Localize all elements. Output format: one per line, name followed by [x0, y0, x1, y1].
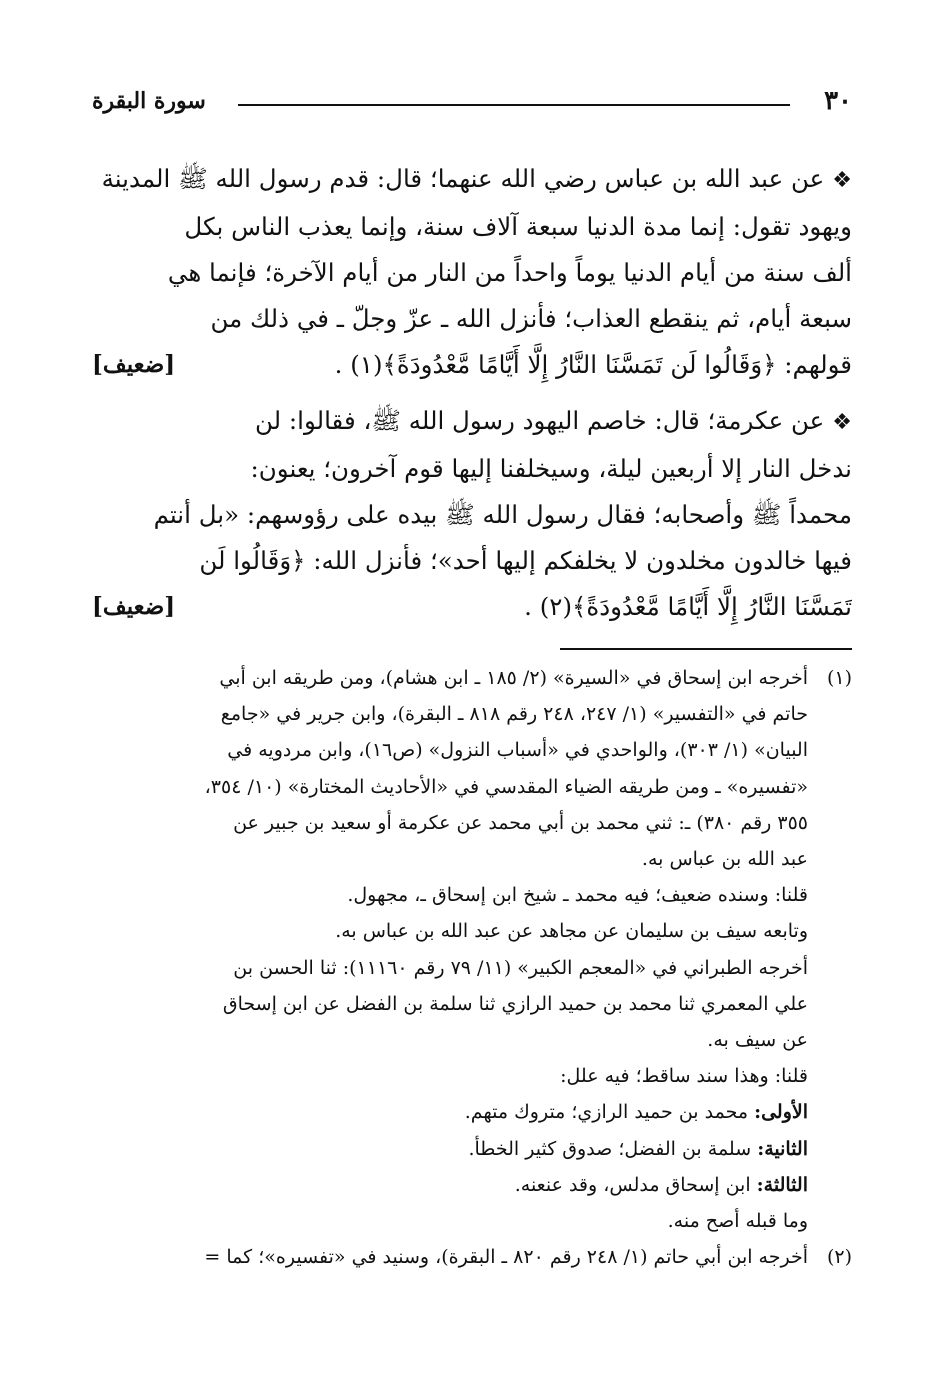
footnote-number: (١) [826, 667, 852, 689]
footnote-line: عبد الله بن عباس به. [641, 848, 808, 871]
grade-label: [ضعيف] [92, 351, 176, 378]
illa-line: الثالثة: ابن إسحاق مدلس، وقد عنعنه. [514, 1173, 808, 1196]
footnote-line: قلنا: وهذا سند ساقط؛ فيه علل: [560, 1065, 808, 1088]
footnote-line: حاتم في «التفسير» (١/ ٢٤٧، ٢٤٨ رقم ٨١٨ ـ البقرة)، وابن جرير في «جامع [220, 703, 808, 726]
illa-line: الأولى: محمد بن حميد الرازي؛ متروك متهم. [464, 1101, 808, 1124]
footnote-line: أخرجه الطبراني في «المعجم الكبير» (١١/ ٧٩ رقم ١١١٦٠): ثنا الحسن بن [233, 956, 808, 979]
hadith-paragraph-1 [92, 156, 852, 388]
paragraph-line: ندخل النار إلا أربعين ليلة، وسيخلفنا إليها قوم آخرون؛ يعنون: [250, 454, 852, 483]
footnote-line: البيان» (١/ ٣٠٣)، والواحدي في «أسباب النزول» (ص١٦)، وابن مردويه في [227, 739, 808, 762]
page-number: ٣٠ [824, 86, 852, 116]
footnote-line: «تفسيره» ـ ومن طريقه الضياء المقدسي في «الأحاديث المختارة» (١٠/ ٣٥٤، [204, 775, 808, 798]
surah-title: سورة البقرة [92, 88, 206, 114]
illa-line: الثانية: سلمة بن الفضل؛ صدوق كثير الخطأ. [468, 1137, 808, 1160]
paragraph-line: قولهم: ﴿وَقَالُوا لَن تَمَسَّنَا النَّارُ إِلَّا أَيَّامًا مَّعْدُودَةً﴾(١) . [334, 350, 852, 379]
footnote-line: وما قبله أصح منه. [667, 1210, 808, 1233]
paragraph-line: سبعة أيام، ثم ينقطع العذاب؛ فأنزل الله ـ عزّ وجلّ ـ في ذلك من [210, 304, 852, 333]
footnote-number: (٢) [826, 1246, 852, 1269]
footnote-separator [560, 648, 852, 650]
footnote-line: قلنا: وسنده ضعيف؛ فيه محمد ـ شيخ ابن إسحاق ـ، مجهول. [347, 884, 808, 907]
paragraph-line: تَمَسَّنَا النَّارُ إِلَّا أَيَّامًا مَّعْدُودَةً﴾(٢) . [524, 592, 852, 621]
paragraph-line: فيها خالدون مخلدون لا يخلفكم إليها أحد»؛ فأنزل الله: ﴿وَقَالُوا لَن [199, 546, 852, 575]
footnote-line: ٣٥٥ رقم ٣٨٠) ـ: ثني محمد بن أبي محمد عن عكرمة أو سعيد بن جبير عن [233, 811, 808, 834]
paragraph-line: محمداً ﷺ وأصحابه؛ فقال رسول الله ﷺ بيده على رؤوسهم: «بل أنتم [153, 500, 852, 529]
footnotes [92, 660, 852, 1275]
footnote-line: عن سيف به. [707, 1029, 808, 1052]
footnote-line: علي المعمري ثنا محمد بن حميد الرازي ثنا سلمة بن الفضل عن ابن إسحاق [222, 992, 808, 1015]
paragraph-line: ❖عن عبد الله بن عباس رضي الله عنهما؛ قال: قدم رسول الله ﷺ المدينة [101, 164, 852, 193]
footnote-line: (٢)أخرجه ابن أبي حاتم (١/ ٢٤٨ رقم ٨٢٠ ـ البقرة)، وسنيد في «تفسيره»؛ كما = [92, 1239, 852, 1275]
paragraph-line: ألف سنة من أيام الدنيا يوماً واحداً من النار من أيام الآخرة؛ فإنما هي [167, 258, 852, 287]
diamond-bullet-icon: ❖ [832, 168, 852, 193]
grade-label: [ضعيف] [92, 593, 176, 620]
page-header [92, 88, 852, 122]
header-rule [238, 104, 790, 106]
hadith-paragraph-2 [92, 398, 852, 630]
paragraph-line: ويهود تقول: إنما مدة الدنيا سبعة آلاف سنة، وإنما يعذب الناس بكل [184, 212, 852, 241]
footnote-line: وتابعه سيف بن سليمان عن مجاهد عن عبد الله بن عباس به. [335, 920, 808, 943]
diamond-bullet-icon: ❖ [832, 410, 852, 435]
paragraph-line: ❖عن عكرمة؛ قال: خاصم اليهود رسول الله ﷺ، فقالوا: لن [255, 406, 852, 435]
footnote-line: (١)أخرجه ابن إسحاق في «السيرة» (٢/ ١٨٥ ـ ابن هشام)، ومن طريقه ابن أبي [92, 660, 852, 696]
